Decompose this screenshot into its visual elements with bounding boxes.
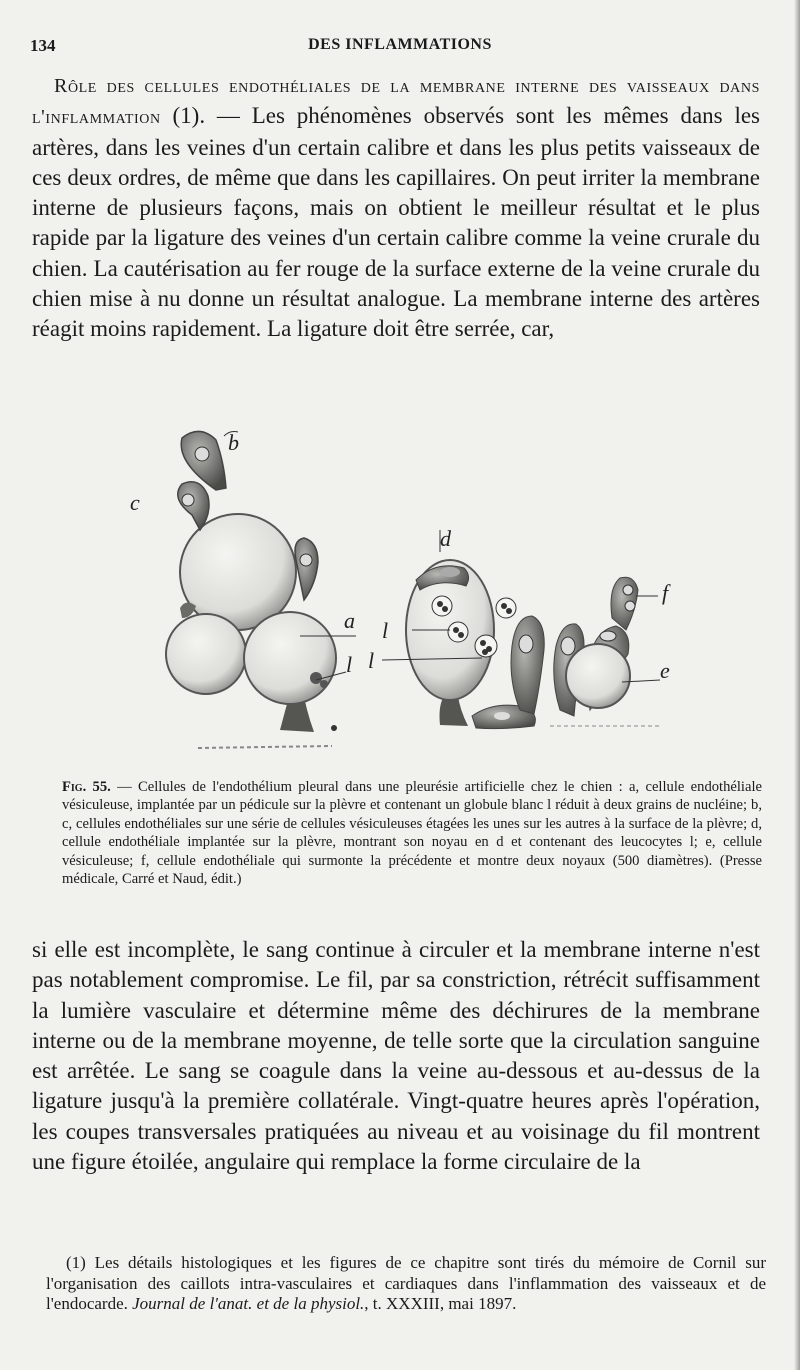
scan-edge-shadow [794,0,800,1370]
fig-label-l1: l [382,618,389,643]
footnote-citation: , t. XXXIII, mai 1897. [364,1294,517,1313]
fig-label-d: d [440,526,451,551]
running-head: DES INFLAMMATIONS [308,36,492,53]
fig-label-l2: l [346,652,353,677]
footnote [46,1253,766,1315]
figure-55-illustration [120,410,740,770]
middle-cell-d [382,530,535,729]
figure-caption [62,778,762,888]
paragraph-2-body: si elle est incomplète, le sang continue à circuler et la membrane interne n'est pas notablement compromise. Le fil, par sa constriction, rétrécit suffisamment la lumière vasculaire et détermine même des déchirures de la membrane interne ou de la membrane moyenne, de telle sorte que la circulation sanguine est arrêtée. Le sang se coagule dans la veine au-dessous et au-dessus de la ligature jusqu'à la première collatérale. Vingt-quatre heures après l'opération, les coupes transversales pratiquées au niveau et au voisinage du fil montrent une figure étoilée, angulaire qui remplace la forme circulaire de la [32,937,760,1175]
section-heading: Rôle des cellules endothéliales de la membrane interne des vaisseaux dans l'inflammation [32,75,760,129]
fig-label-c: c [130,490,140,515]
fig-label-a: a [344,608,355,633]
paragraph-1 [32,70,760,345]
paragraph-1-body: Les phénomènes observés sont les mêmes dans les artères, dans les veines d'un certain calibre et dans les plus petits vaisseaux de ces deux ordres, de même que dans les capillaires. On peut irriter la membrane interne de plusieurs façons, mais on obtient le meilleur résultat et le plus rapide par la ligature des veines d'un certain calibre comme la veine crurale du chien. La cautérisation au fer rouge de la surface externe de la veine crurale du chien mise à nu donne un résultat analogue. La membrane interne des artères réagit moins rapidement. La ligature doit être serrée, car, [32,103,760,342]
footnote-journal: Journal de l'anat. et de la physiol. [132,1294,365,1313]
page-header [30,36,770,62]
caption-text: — Cellules de l'endothélium pleural dans une pleurésie artificielle chez le chien : a, cellule endothéliale vésiculeuse, implantée par un pédicule sur la plèvre et contenant un globule blanc l réduit à deux grains de nucléine; b, c, cellules endothéliales sur une série de cellules vésiculeuses étagées les unes sur les autres à la surface de la plèvre; d, cellule endothéliale implantée sur la plèvre, montrant son noyau en d et contenant des leucocytes l; e, cellule vésiculeuse; f, cellule endothéliale qui surmonte la précédente et montre deux noyaux (500 diamètres). (Presse médicale, Carré et Naud, édit.) [62,779,762,888]
fig-label-b: b [228,430,239,455]
fig-label-e: e [660,658,670,683]
page-number: 134 [30,36,56,55]
footnote-text: (1) Les détails histologiques et les figures de ce chapitre sont tirés du mémoire de Cornil sur l'organisation des caillots intra-vasculaires et cardiaques dans l'inflammation des vaisseaux et de l'endocarde. [46,1253,766,1313]
histology-drawing [120,410,740,770]
fig-label-f: f [662,580,669,605]
caption-label: Fig. 55. [62,779,111,795]
paragraph-2 [32,935,760,1177]
section-heading-ref: (1). — [160,103,252,129]
right-cell-cluster [511,577,660,726]
fig-label-l3: l [368,648,375,673]
left-cell-cluster [166,431,356,748]
